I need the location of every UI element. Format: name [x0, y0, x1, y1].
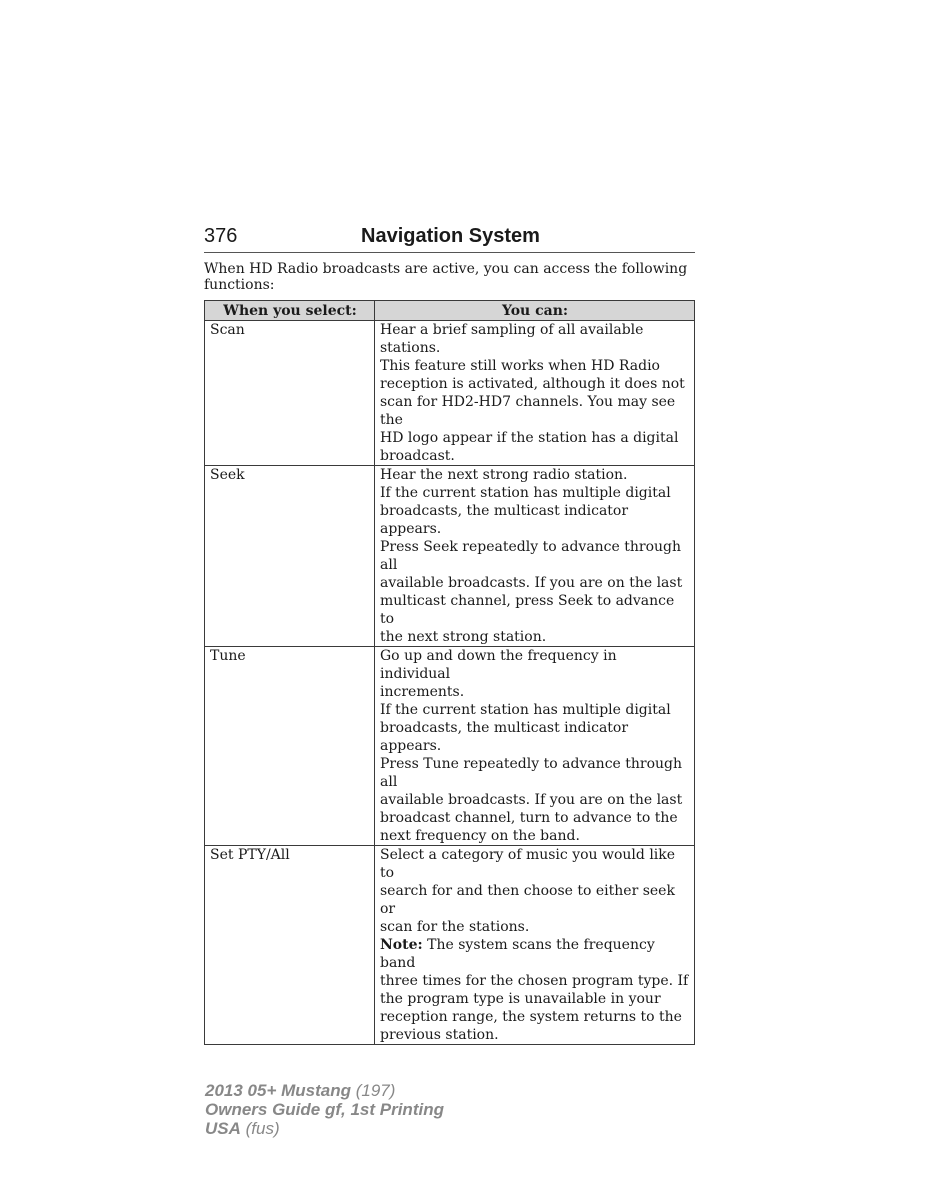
description-line: the program type is unavailable in your [380, 991, 661, 1007]
description-line: the next strong station. [380, 629, 547, 645]
column-header-can: You can: [375, 301, 695, 321]
intro-paragraph [204, 261, 695, 293]
hd-radio-functions-table [204, 300, 695, 1045]
function-name-cell: Set PTY/All [205, 846, 375, 1045]
description-line: Go up and down the frequency in individual [380, 648, 617, 682]
table-row [205, 466, 695, 647]
footer-line [205, 1081, 444, 1100]
function-description-cell [375, 647, 695, 846]
print-footer [205, 1081, 444, 1138]
function-description-cell [375, 846, 695, 1045]
footer-model-code: (197) [351, 1081, 396, 1100]
description-line: reception is activated, although it does not [380, 376, 685, 392]
note-line [380, 936, 690, 972]
table-row [205, 846, 695, 1045]
description-line: broadcast channel, turn to advance to the [380, 810, 678, 826]
description-line: reception range, the system returns to the [380, 1009, 682, 1025]
table-header-row [205, 301, 695, 321]
column-header-select: When you select: [205, 301, 375, 321]
description-line: Hear a brief sampling of all available stations. [380, 322, 644, 356]
description-line: search for and then choose to either seek or [380, 883, 675, 917]
page-header [204, 224, 695, 253]
table-row [205, 647, 695, 846]
description-line: Select a category of music you would like to [380, 847, 676, 881]
intro-line: When HD Radio broadcasts are active, you can access the following [204, 261, 688, 277]
description-line: HD logo appear if the station has a digital [380, 430, 679, 446]
section-title: Navigation System [361, 225, 540, 247]
description-line: broadcasts, the multicast indicator appears. [380, 720, 629, 754]
description-line: This feature still works when HD Radio [380, 358, 660, 374]
function-name-cell: Tune [205, 647, 375, 846]
page-number: 376 [204, 225, 238, 247]
description-line: Press Seek repeatedly to advance through all [380, 539, 682, 573]
description-line: Hear the next strong radio station. [380, 467, 628, 483]
description-line: previous station. [380, 1027, 499, 1043]
function-description-cell [375, 466, 695, 647]
footer-model: 2013 05+ Mustang [205, 1081, 351, 1100]
description-line: If the current station has multiple digital [380, 702, 671, 718]
table-row [205, 321, 695, 466]
footer-market: USA [205, 1119, 241, 1138]
intro-line: functions: [204, 277, 275, 293]
description-line: available broadcasts. If you are on the last [380, 575, 683, 591]
description-line: broadcasts, the multicast indicator appears. [380, 503, 629, 537]
function-description-cell [375, 321, 695, 466]
description-line: scan for the stations. [380, 919, 530, 935]
note-text: The system scans the frequency band [380, 937, 655, 971]
description-line: available broadcasts. If you are on the last [380, 792, 683, 808]
note-label: Note: [380, 937, 423, 953]
description-line: next frequency on the band. [380, 828, 580, 844]
footer-line [205, 1100, 444, 1119]
description-line: scan for HD2-HD7 channels. You may see the [380, 394, 676, 428]
description-line: Press Tune repeatedly to advance through all [380, 756, 683, 790]
footer-market-code: (fus) [240, 1119, 280, 1138]
description-line: multicast channel, press Seek to advance to [380, 593, 675, 627]
function-name-cell: Seek [205, 466, 375, 647]
footer-printing: Owners Guide gf, 1st Printing [205, 1100, 444, 1119]
description-line: three times for the chosen program type. If [380, 973, 689, 989]
function-name-cell: Scan [205, 321, 375, 466]
description-line: If the current station has multiple digital [380, 485, 671, 501]
footer-line [205, 1119, 444, 1138]
description-line: broadcast. [380, 448, 455, 464]
description-line: increments. [380, 684, 465, 700]
